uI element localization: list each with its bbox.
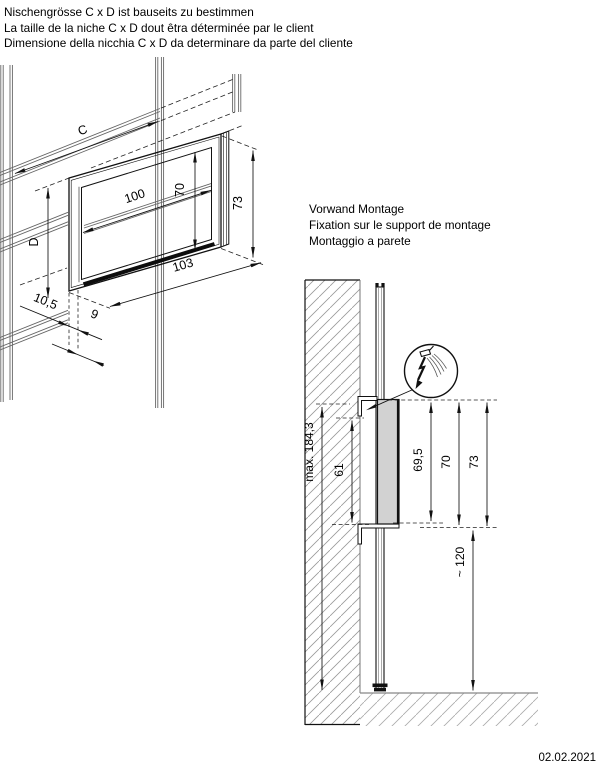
dim-label-depth-total: 10,5 bbox=[31, 290, 60, 313]
wall-rails bbox=[0, 109, 211, 351]
dim-label-floor-distance: ~ 120 bbox=[453, 546, 467, 578]
device-body bbox=[378, 400, 400, 525]
rail-top-cap bbox=[381, 283, 384, 287]
dim-label-height-inner: 69,5 bbox=[411, 448, 425, 472]
niche-dimension-labels bbox=[27, 122, 245, 322]
dim-label-height-D: D bbox=[27, 237, 41, 247]
rail-foot bbox=[374, 688, 386, 692]
rail-top-cap bbox=[375, 283, 378, 287]
dim-label-outer-width: 103 bbox=[170, 255, 195, 275]
title-line-de: Nischengrösse C x D ist bauseits zu bestimmen bbox=[4, 5, 254, 19]
dim-label-inner-width: 100 bbox=[122, 186, 147, 207]
niche-isometric-view bbox=[0, 57, 263, 408]
dim-label-height-outer: 73 bbox=[467, 455, 481, 469]
title-line-fr: La taille de la niche C x D dout êtra déterminée par le client bbox=[4, 20, 314, 35]
floor-section bbox=[360, 693, 538, 726]
dim-label-height-mid: 70 bbox=[439, 455, 453, 469]
mount-title-de: Vorwand Montage bbox=[309, 202, 405, 216]
mount-title-fr: Fixation sur le support de montage bbox=[309, 217, 491, 232]
dim-label-max-height: max. 184,3 bbox=[302, 422, 316, 482]
dim-label-outer-height: 73 bbox=[231, 196, 245, 210]
drawing-date: 02.02.2021 bbox=[538, 752, 596, 764]
wall-mounting-view bbox=[302, 280, 538, 726]
mount-title-it: Montaggio a parete bbox=[309, 233, 411, 248]
frame-sill-thick-edge bbox=[84, 244, 215, 284]
rail-foot bbox=[373, 684, 388, 688]
wall-studs bbox=[1, 57, 241, 408]
dim-label-bracket-span: 61 bbox=[332, 463, 346, 477]
dim-label-depth-front: 9 bbox=[88, 306, 101, 323]
dim-label-width-C: C bbox=[75, 122, 90, 139]
title-line-it: Dimensione della nicchia C x D da determinare da parte del cliente bbox=[4, 36, 353, 50]
dim-label-inner-height: 70 bbox=[173, 183, 187, 197]
